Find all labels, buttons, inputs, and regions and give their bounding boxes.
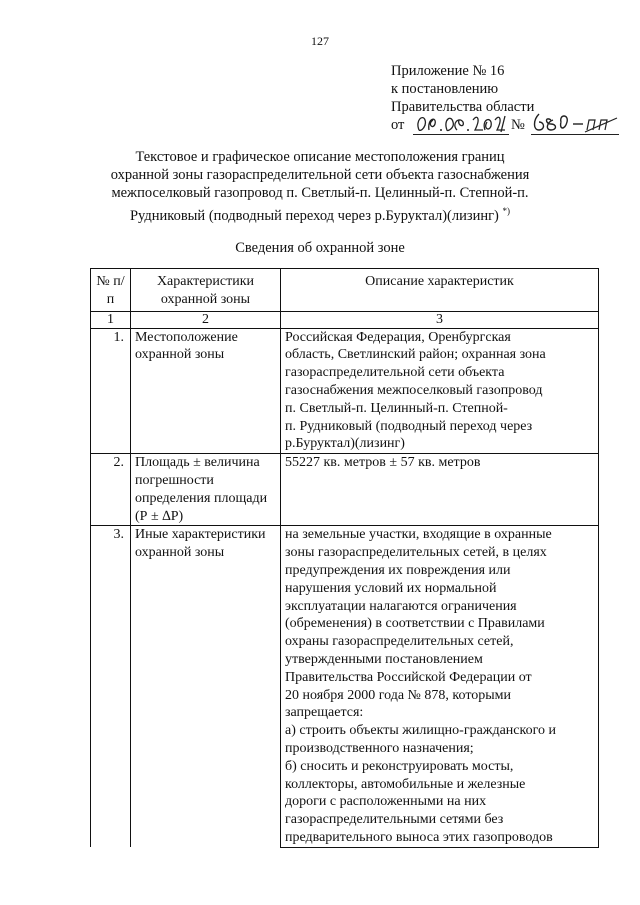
title-line-1: Текстовое и графическое описание местоположения границ bbox=[135, 149, 505, 165]
title-line-2: охранной зоны газораспределительной сети объекта газоснабжения bbox=[110, 167, 530, 183]
description-line: б) сносить и реконструировать мосты, bbox=[285, 758, 514, 774]
characteristic-line: охранной зоны bbox=[135, 347, 225, 363]
appendix-from-label: от bbox=[391, 117, 405, 133]
header-number-line-1: № bbox=[96, 274, 110, 289]
row-description bbox=[281, 328, 599, 454]
row-number: 2. bbox=[91, 454, 131, 526]
row-description bbox=[281, 454, 599, 526]
description-line: р.Буруктал)(лизинг) bbox=[285, 436, 405, 452]
header-number bbox=[91, 269, 131, 312]
row-description bbox=[281, 526, 599, 847]
header-description: Описание характеристик bbox=[281, 269, 599, 312]
characteristic-line: погрешности bbox=[135, 472, 214, 488]
description-line: на земельные участки, входящие в охранные bbox=[285, 527, 552, 543]
characteristic-line: Площадь ± величина bbox=[135, 455, 260, 471]
header-number-line-2: п/п bbox=[106, 274, 125, 307]
description-line: охраны газораспределительных сетей, bbox=[285, 634, 514, 650]
table-header-row bbox=[91, 269, 599, 312]
section-subtitle: Сведения об охранной зоне bbox=[235, 240, 405, 256]
table-row bbox=[91, 454, 599, 526]
column-number-1: 1 bbox=[91, 311, 131, 328]
handwritten-date bbox=[413, 110, 509, 135]
appendix-block bbox=[391, 62, 621, 136]
description-line: производственного назначения; bbox=[285, 740, 474, 756]
zone-info-table bbox=[90, 268, 599, 848]
description-line: газоснабжения межпоселковый газопровод bbox=[285, 382, 543, 398]
characteristic-line: определения площади bbox=[135, 490, 268, 506]
row-characteristic bbox=[131, 454, 281, 526]
description-line: коллекторы, автомобильные и железные bbox=[285, 776, 526, 792]
description-line: предварительного выноса этих газопроводов bbox=[285, 829, 553, 845]
description-line: дороги с расположенными на них bbox=[285, 794, 487, 810]
appendix-reference bbox=[391, 116, 621, 136]
handwritten-number bbox=[531, 108, 619, 135]
description-line: газораспределительными сетями без bbox=[285, 812, 504, 828]
title-line-3: межпоселковый газопровод п. Светлый-п. Целинный-п. Степной-п. bbox=[111, 185, 529, 201]
table-row bbox=[91, 328, 599, 454]
description-line: а) строить объекты жилищно-гражданского и bbox=[285, 723, 556, 739]
description-line: запрещается: bbox=[285, 705, 364, 721]
column-number-2: 2 bbox=[131, 311, 281, 328]
header-characteristics-line-2: охранной зоны bbox=[160, 291, 251, 307]
description-line: утвержденными постановлением bbox=[285, 651, 483, 667]
header-characteristics bbox=[131, 269, 281, 312]
row-number: 3. bbox=[91, 526, 131, 847]
appendix-government: Правительства области bbox=[391, 99, 535, 115]
table-row bbox=[91, 526, 599, 847]
appendix-resolution: к постановлению bbox=[391, 81, 499, 97]
header-characteristics-line-1: Характеристики bbox=[156, 274, 255, 289]
column-number-3: 3 bbox=[281, 311, 599, 328]
description-line: Российская Федерация, Оренбургская bbox=[285, 329, 511, 345]
characteristic-line: охранной зоны bbox=[135, 545, 225, 561]
column-number-row bbox=[91, 311, 599, 328]
description-line: 55227 кв. метров ± 57 кв. метров bbox=[285, 455, 481, 471]
description-line: (обременения) в соответствии с Правилами bbox=[285, 616, 545, 632]
description-line: зоны газораспределительных сетей, в целях bbox=[285, 545, 547, 561]
appendix-title: Приложение № 16 bbox=[391, 63, 505, 79]
title-line-4 bbox=[100, 202, 540, 225]
page-number: 127 bbox=[311, 34, 329, 48]
description-line: газораспределительной сети объекта bbox=[285, 365, 505, 381]
description-line: п. Светлый-п. Целинный-п. Степной- bbox=[285, 400, 508, 416]
description-line: предупреждения их повреждения или bbox=[285, 562, 511, 578]
footnote-mark: *) bbox=[502, 206, 510, 216]
characteristic-line: (Р ± ∆Р) bbox=[135, 508, 184, 524]
title-line-4-text: Рудниковый (подводный переход через р.Буруктал)(лизинг) bbox=[129, 207, 499, 224]
description-line: 20 ноября 2000 года № 878, которыми bbox=[285, 687, 512, 703]
description-line: Правительства Российской Федерации от bbox=[285, 669, 532, 685]
row-characteristic bbox=[131, 526, 281, 847]
document-title bbox=[100, 148, 540, 225]
appendix-number-sign: № bbox=[511, 117, 525, 133]
description-line: нарушения условий их нормальной bbox=[285, 580, 497, 596]
description-line: п. Рудниковый (подводный переход через bbox=[285, 418, 533, 434]
description-line: область, Светлинский район; охранная зона bbox=[285, 347, 546, 363]
row-number: 1. bbox=[91, 328, 131, 454]
description-line: эксплуатации налагаются ограничения bbox=[285, 598, 517, 614]
characteristic-line: Иные характеристики bbox=[135, 527, 266, 543]
characteristic-line: Местоположение bbox=[135, 329, 238, 345]
row-characteristic bbox=[131, 328, 281, 454]
